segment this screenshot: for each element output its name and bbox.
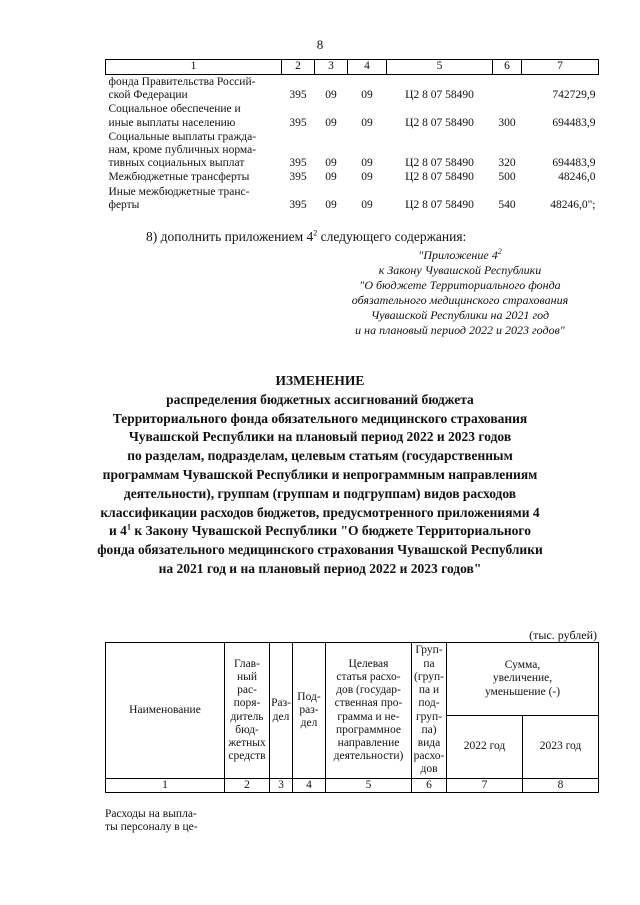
column-number: 2 xyxy=(225,779,270,793)
header-cell: 3 xyxy=(315,60,348,75)
cell-target: Ц2 8 07 58490 xyxy=(405,198,474,211)
cell-subsection: 09 xyxy=(361,171,373,184)
appendix-line: Чувашской Республики на 2021 год xyxy=(370,308,550,322)
continuation-table xyxy=(105,59,599,212)
table-row xyxy=(106,102,599,129)
header-cell: 6 xyxy=(493,60,522,75)
table-row xyxy=(106,185,599,212)
cell-amount: 694483,9 xyxy=(552,157,596,170)
header-year-2023: 2023 год xyxy=(523,716,599,779)
title-line: программам Чувашской Республики и непрограммным направлениям xyxy=(102,466,538,482)
title-line: деятельности), группам (группам и подгруппам) видов расходов xyxy=(123,485,517,501)
cell-section: 09 xyxy=(325,157,337,170)
cell-target: Ц2 8 07 58490 xyxy=(405,171,474,184)
row-name: Иные межбюджетные транс- ферты xyxy=(108,185,250,211)
header-subsection: Под- раз- дел xyxy=(293,643,326,779)
appendix-reference xyxy=(330,248,590,338)
column-number: 8 xyxy=(523,779,599,793)
title-line: классификации расходов бюджетов, предусмотренного приложениями 4 xyxy=(100,504,540,520)
cell-section: 09 xyxy=(325,198,337,211)
appendix-line: к Закону Чувашской Республики xyxy=(378,263,542,277)
cell-section: 09 xyxy=(325,89,337,102)
title-line: и $4^1$ к Закону Чувашской Республики "О бюджете Территориального xyxy=(109,522,531,539)
header-name: Наименование xyxy=(106,643,225,779)
cell-main-manager: 395 xyxy=(289,171,307,184)
cell-subsection: 09 xyxy=(361,198,373,211)
appendix-line: "О бюджете Территориального фонда xyxy=(359,278,561,292)
allocation-table-header xyxy=(105,642,599,793)
cell-group xyxy=(493,75,522,103)
column-number: 5 xyxy=(326,779,412,793)
cell-group: 300 xyxy=(498,116,516,129)
header-sum: Сумма, увеличение, уменьшение (-) xyxy=(447,643,599,716)
cell-group: 320 xyxy=(498,157,516,170)
header-row xyxy=(106,643,599,716)
cell-subsection: 09 xyxy=(361,89,373,102)
table-row xyxy=(106,75,599,103)
title-line: фонда обязательного медицинского страхования Чувашской Республики xyxy=(97,542,543,558)
title-line: распределения бюджетных ассигнований бюджета xyxy=(166,391,474,407)
row-name: фонда Правительства Россий- ской Федерации xyxy=(108,76,256,102)
cell-main-manager: 395 xyxy=(289,198,307,211)
title-line: по разделам, подразделам, целевым статьям (государственным xyxy=(127,448,513,464)
cell-main-manager: 395 xyxy=(289,89,307,102)
column-number: 6 xyxy=(412,779,447,793)
document-title xyxy=(90,372,550,579)
header-year-2022: 2022 год xyxy=(447,716,523,779)
table-row xyxy=(106,130,599,171)
cell-subsection: 09 xyxy=(361,116,373,129)
cell-target: Ц2 8 07 58490 xyxy=(405,89,474,102)
cell-section: 09 xyxy=(325,171,337,184)
cell-group: 540 xyxy=(498,198,516,211)
header-cell: 7 xyxy=(522,60,599,75)
cell-main-manager: 395 xyxy=(289,116,307,129)
cell-target: Ц2 8 07 58490 xyxy=(405,116,474,129)
title-line: Чувашской Республики на плановый период 2022 и 2023 годов xyxy=(128,429,512,445)
header-cell: 1 xyxy=(106,60,282,75)
cell-amount: 694483,9 xyxy=(552,116,596,129)
cell-target: Ц2 8 07 58490 xyxy=(405,157,474,170)
title-line: Территориального фонда обязательного медицинского страхования xyxy=(112,410,528,426)
column-number: 4 xyxy=(293,779,326,793)
header-cell: 4 xyxy=(348,60,387,75)
column-number: 3 xyxy=(270,779,293,793)
row-name: Межбюджетные трансферты xyxy=(108,171,250,184)
cell-amount: 742729,9 xyxy=(552,89,596,102)
table-row xyxy=(106,170,599,184)
row-name: Социальное обеспечение и иные выплаты населению xyxy=(108,103,241,129)
column-number: 7 xyxy=(447,779,523,793)
header-cell: 5 xyxy=(387,60,493,75)
column-number-row xyxy=(106,779,599,793)
table-header-row xyxy=(106,60,599,75)
appendix-line: "Приложение $4^2$ xyxy=(418,247,502,262)
row-name: Социальные выплаты гражда- нам, кроме публичных норма- тивных социальных выплат xyxy=(108,130,257,170)
header-main-manager: Глав- ный рас- поря- дитель бюд- жетных средств xyxy=(225,643,270,779)
column-number: 1 xyxy=(106,779,225,793)
cell-subsection: 09 xyxy=(361,157,373,170)
table-row-first-item: Расходы на выпла- ты персоналу в це- xyxy=(105,808,198,834)
appendix-line: и на плановый период 2022 и 2023 годов" xyxy=(355,323,565,337)
cell-amount: 48246,0 xyxy=(558,171,596,184)
cell-amount: 48246,0"; xyxy=(550,198,596,211)
units-label: (тыс. рублей) xyxy=(529,628,597,642)
title-heading: ИЗМЕНЕНИЕ xyxy=(275,373,365,388)
item-8-paragraph: 8) дополнить приложением $4^2$ следующего содержания: xyxy=(146,228,467,244)
header-expense-group: Груп- па (груп- па и под- груп- па) вида расхо- дов xyxy=(412,643,447,779)
page-number: 8 xyxy=(316,37,324,52)
title-line: на 2021 год и на плановый период 2022 и 2023 годов" xyxy=(158,560,482,576)
header-section: Раз- дел xyxy=(270,643,293,779)
header-cell: 2 xyxy=(282,60,315,75)
header-target-item: Целевая статья расхо- дов (государ- ственная про- грамма и не- программное направление деятельности) xyxy=(326,643,412,779)
cell-main-manager: 395 xyxy=(289,157,307,170)
appendix-line: обязательного медицинского страхования xyxy=(351,293,569,307)
cell-section: 09 xyxy=(325,116,337,129)
cell-group: 500 xyxy=(498,171,516,184)
